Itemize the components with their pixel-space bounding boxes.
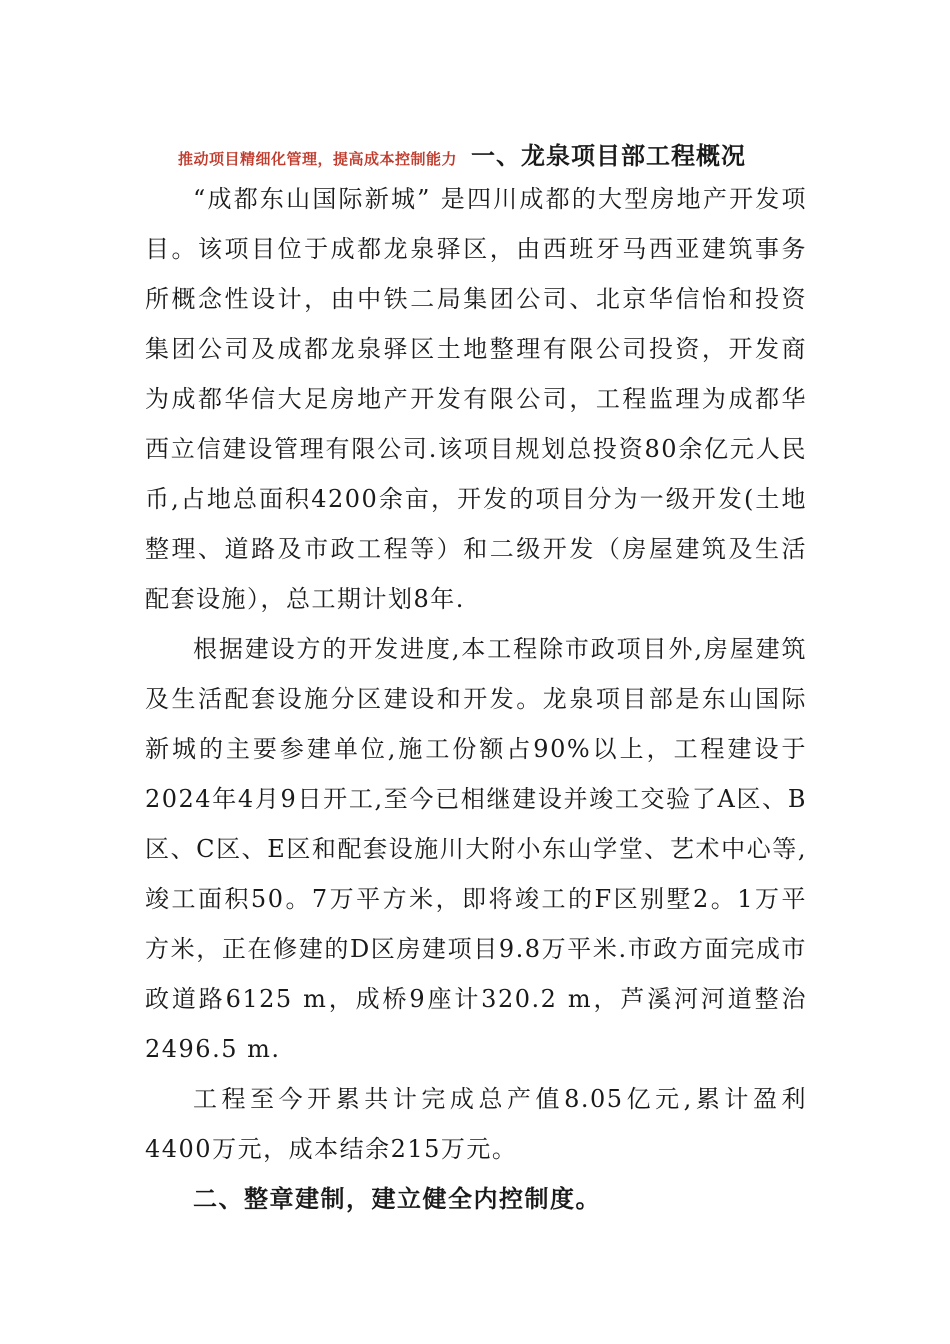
- section-heading-1: 一、龙泉项目部工程概况: [471, 142, 747, 170]
- section-heading-2: 二、整章建制，建立健全内控制度。: [193, 1185, 601, 1213]
- body-text: [145, 174, 807, 1224]
- header-line: [178, 136, 918, 171]
- paragraph-overview: “成都东山国际新城” 是四川成都的大型房地产开发项目。该项目位于成都龙泉驿区，由西班牙马西亚建筑事务所概念性设计，由中铁二局集团公司、北京华信怡和投资集团公司及成都龙泉驿区土地整理有限公司投资，开发商为成都华信大足房地产开发有限公司，工程监理为成都华西立信建设管理有限公司.该项目规划总投资80余亿元人民币,占地总面积4200余亩，开发的项目分为一级开发(土地整理、道路及市政工程等）和二级开发（房屋建筑及生活配套设施），总工期计划8年.: [145, 185, 807, 613]
- document-title: 推动项目精细化管理，提高成本控制能力: [178, 150, 458, 168]
- paragraph-progress: 根据建设方的开发进度,本工程除市政项目外,房屋建筑及生活配套设施分区建设和开发。龙泉项目部是东山国际新城的主要参建单位,施工份额占90%以上，工程建设于2024年4月9日开工,至今已相继建设并竣工交验了A区、B区、C区、E区和配套设施川大附小东山学堂、艺术中心等,竣工面积50。7万平方米，即将竣工的F区别墅2。1万平方米，正在修建的D区房建项目9.8万平米.市政方面完成市政道路6125 m，成桥9座计320.2 m，芦溪河河道整治2496.5 m.: [145, 635, 807, 1063]
- paragraph-output: 工程至今开累共计完成总产值8.05亿元,累计盈利4400万元，成本结余215万元。: [145, 1085, 807, 1163]
